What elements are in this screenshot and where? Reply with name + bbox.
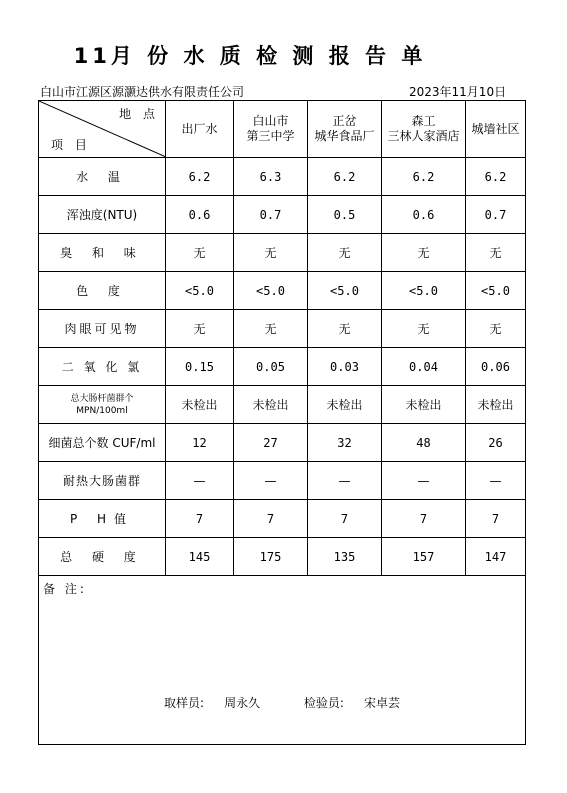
value-cell: 无: [382, 310, 466, 348]
value-cell: <5.0: [466, 272, 526, 310]
inspector-name: 宋卓芸: [363, 696, 400, 710]
row-ph: [39, 500, 526, 538]
value-cell: 未检出: [308, 386, 382, 424]
value-cell: 无: [234, 310, 308, 348]
remarks-row: [39, 576, 526, 745]
value-cell: 7: [382, 500, 466, 538]
signers: [39, 694, 525, 711]
sampler-name: 周永久: [224, 696, 261, 710]
location-header-1: 出厂水: [166, 101, 234, 158]
value-cell: 0.15: [166, 348, 234, 386]
value-cell: 27: [234, 424, 308, 462]
remarks-cell: [39, 576, 526, 745]
water-quality-table: [38, 100, 526, 745]
corner-location-label: 地 点: [119, 107, 159, 121]
item-label: 浑浊度(NTU): [39, 196, 166, 234]
value-cell: 157: [382, 538, 466, 576]
value-cell: —: [466, 462, 526, 500]
value-cell: 未检出: [382, 386, 466, 424]
row-color: [39, 272, 526, 310]
value-cell: 无: [382, 234, 466, 272]
value-cell: 未检出: [166, 386, 234, 424]
sampler: [154, 696, 270, 710]
value-cell: 147: [466, 538, 526, 576]
item-label: P H值: [39, 500, 166, 538]
remarks-label: 备 注:: [43, 582, 87, 596]
value-cell: 0.5: [308, 196, 382, 234]
value-cell: 无: [308, 234, 382, 272]
item-label: 水 温: [39, 158, 166, 196]
value-cell: 无: [466, 234, 526, 272]
value-cell: 无: [308, 310, 382, 348]
inspector: [294, 696, 410, 710]
value-cell: 6.2: [382, 158, 466, 196]
value-cell: 0.03: [308, 348, 382, 386]
row-visible-matter: [39, 310, 526, 348]
value-cell: 0.6: [382, 196, 466, 234]
value-cell: —: [166, 462, 234, 500]
value-cell: 135: [308, 538, 382, 576]
corner-item-label: 项 目: [51, 138, 91, 152]
row-total-bacteria: [39, 424, 526, 462]
row-chlorine-dioxide: [39, 348, 526, 386]
value-cell: 12: [166, 424, 234, 462]
value-cell: 7: [166, 500, 234, 538]
value-cell: 175: [234, 538, 308, 576]
value-cell: <5.0: [382, 272, 466, 310]
item-label: 耐热大肠菌群: [39, 462, 166, 500]
value-cell: 未检出: [466, 386, 526, 424]
value-cell: 6.2: [466, 158, 526, 196]
location-header-5: 城墙社区: [466, 101, 526, 158]
item-label: 臭 和 味: [39, 234, 166, 272]
item-label: 总 硬 度: [39, 538, 166, 576]
row-total-hardness: [39, 538, 526, 576]
item-label: 二 氧 化 氯: [39, 348, 166, 386]
inspector-label: 检验员:: [303, 696, 344, 710]
location-header-3: 正岔 城华食品厂: [308, 101, 382, 158]
corner-header-cell: [39, 101, 166, 158]
value-cell: 6.2: [166, 158, 234, 196]
value-cell: —: [308, 462, 382, 500]
value-cell: —: [234, 462, 308, 500]
value-cell: 0.06: [466, 348, 526, 386]
value-cell: 0.7: [466, 196, 526, 234]
value-cell: 0.04: [382, 348, 466, 386]
sampler-label: 取样员:: [164, 696, 205, 710]
value-cell: 32: [308, 424, 382, 462]
row-water-temperature: [39, 158, 526, 196]
location-header-2: 白山市 第三中学: [234, 101, 308, 158]
value-cell: 0.7: [234, 196, 308, 234]
value-cell: 无: [466, 310, 526, 348]
value-cell: <5.0: [166, 272, 234, 310]
value-cell: <5.0: [308, 272, 382, 310]
row-odor-taste: [39, 234, 526, 272]
row-thermotolerant-coliforms: [39, 462, 526, 500]
item-label: 细菌总个数 CUF/ml: [39, 424, 166, 462]
value-cell: 0.05: [234, 348, 308, 386]
row-turbidity: [39, 196, 526, 234]
value-cell: 无: [166, 234, 234, 272]
row-total-coliforms: [39, 386, 526, 424]
value-cell: 无: [234, 234, 308, 272]
value-cell: —: [382, 462, 466, 500]
value-cell: 26: [466, 424, 526, 462]
value-cell: 6.2: [308, 158, 382, 196]
header-row: [39, 101, 526, 158]
report-title: 11月 份 水 质 检 测 报 告 单: [73, 44, 427, 68]
report-date: 2023年11月10日: [409, 85, 507, 99]
value-cell: <5.0: [234, 272, 308, 310]
value-cell: 48: [382, 424, 466, 462]
item-label: 肉眼可见物: [39, 310, 166, 348]
value-cell: 无: [166, 310, 234, 348]
value-cell: 7: [234, 500, 308, 538]
item-label: 总大肠杆菌群个 MPN/100ml: [39, 386, 166, 424]
value-cell: 7: [466, 500, 526, 538]
value-cell: 6.3: [234, 158, 308, 196]
company-name: 白山市江源区源灏达供水有限责任公司: [40, 85, 245, 99]
item-label: 色 度: [39, 272, 166, 310]
value-cell: 0.6: [166, 196, 234, 234]
value-cell: 7: [308, 500, 382, 538]
location-header-4: 森工 三林人家酒店: [382, 101, 466, 158]
value-cell: 145: [166, 538, 234, 576]
value-cell: 未检出: [234, 386, 308, 424]
